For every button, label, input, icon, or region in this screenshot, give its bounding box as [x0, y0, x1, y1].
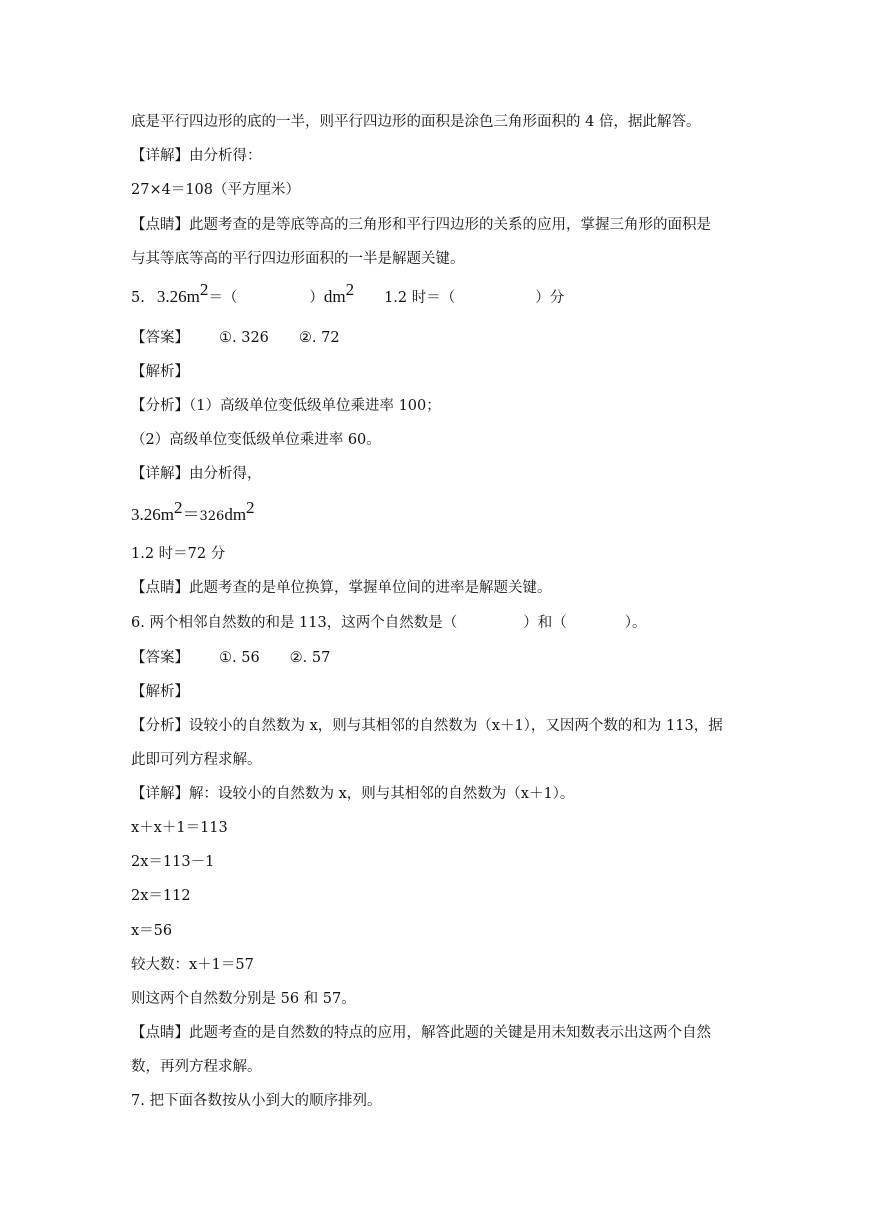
equation-step: 2x＝113－1 — [131, 854, 215, 870]
math-value: 3.26m — [131, 505, 174, 524]
part2-close: ）分 — [535, 290, 565, 306]
text-line: 数，再列方程求解。 — [131, 1059, 262, 1075]
equation-step: 则这两个自然数分别是 56 和 57。 — [131, 991, 356, 1007]
text-line: 底是平行四边形的底的一半，则平行四边形的面积是涂色三角形面积的 4 倍，据此解答。 — [131, 114, 701, 130]
text-line: 【解析】 — [131, 364, 189, 380]
question-text-b: ）和（ — [523, 615, 567, 631]
part2-open: 1.2 时＝（ — [384, 290, 456, 306]
math-number: 326 — [199, 509, 225, 524]
answer-2: ②. 72 — [298, 330, 340, 346]
text-line: 【解析】 — [131, 684, 189, 700]
text-line: 【详解】由分析得： — [131, 148, 262, 164]
answer-1: ①. 326 — [219, 330, 269, 346]
math-exponent: 2 — [246, 498, 255, 517]
answer-label: 【答案】 — [131, 650, 189, 666]
text-line: 【点睛】此题考查的是等底等高的三角形和平行四边形的关系的应用，掌握三角形的面积是 — [131, 217, 711, 233]
equation-step: x＋x＋1＝113 — [131, 820, 228, 836]
equation-step: 较大数：x＋1＝57 — [131, 957, 254, 973]
answer-2: ②. 57 — [289, 650, 331, 666]
text-line: 【分析】设较小的自然数为 x，则与其相邻的自然数为（x＋1），又因两个数的和为 113，据 — [131, 718, 723, 734]
answer-line — [131, 648, 330, 668]
answer-1: ①. 56 — [219, 650, 260, 666]
question-6 — [131, 613, 646, 633]
answer-line — [131, 328, 340, 348]
question-7: 7. 把下面各数按从小到大的顺序排列。 — [131, 1093, 382, 1109]
math-equation — [131, 498, 255, 527]
text-line: 1.2 时＝72 分 — [131, 546, 226, 562]
question-5 — [131, 280, 565, 308]
text-line: 与其等底等高的平行四边形面积的一半是解题关键。 — [131, 251, 465, 267]
math-exponent: 2 — [173, 498, 183, 517]
text-line: 【分析】（1）高级单位变低级单位乘进率 100； — [131, 398, 441, 414]
math-exponent: 2 — [345, 280, 355, 299]
text-line: 【详解】由分析得， — [131, 466, 262, 482]
text-line: （2）高级单位变低级单位乘进率 60。 — [131, 432, 381, 448]
math-equals: ＝ — [182, 505, 200, 524]
text-line: 【点睛】此题考查的是单位换算，掌握单位间的进率是解题关键。 — [131, 580, 552, 596]
equation-step: 2x＝112 — [131, 888, 191, 904]
question-text-a: 6. 两个相邻自然数的和是 113，这两个自然数是（ — [131, 615, 458, 631]
question-number: 5. — [131, 290, 145, 306]
answer-label: 【答案】 — [131, 330, 189, 346]
equals-open: ＝（ — [208, 290, 238, 306]
equation-step: x＝56 — [131, 923, 173, 939]
question-text-c: ）。 — [624, 615, 647, 631]
text-line: 【点睛】此题考查的是自然数的特点的应用，解答此题的关键是用未知数表示出这两个自然 — [131, 1025, 711, 1041]
math-value: 3.26m — [156, 287, 200, 306]
close-paren: ） — [309, 290, 324, 306]
math-unit: dm — [323, 287, 346, 306]
text-line: 【详解】解：设较小的自然数为 x，则与其相邻的自然数为（x＋1）。 — [131, 786, 575, 802]
text-line: 27×4＝108（平方厘米） — [131, 182, 301, 198]
math-unit: dm — [224, 505, 247, 524]
text-line: 此即可列方程求解。 — [131, 752, 262, 768]
math-exponent: 2 — [199, 280, 209, 299]
